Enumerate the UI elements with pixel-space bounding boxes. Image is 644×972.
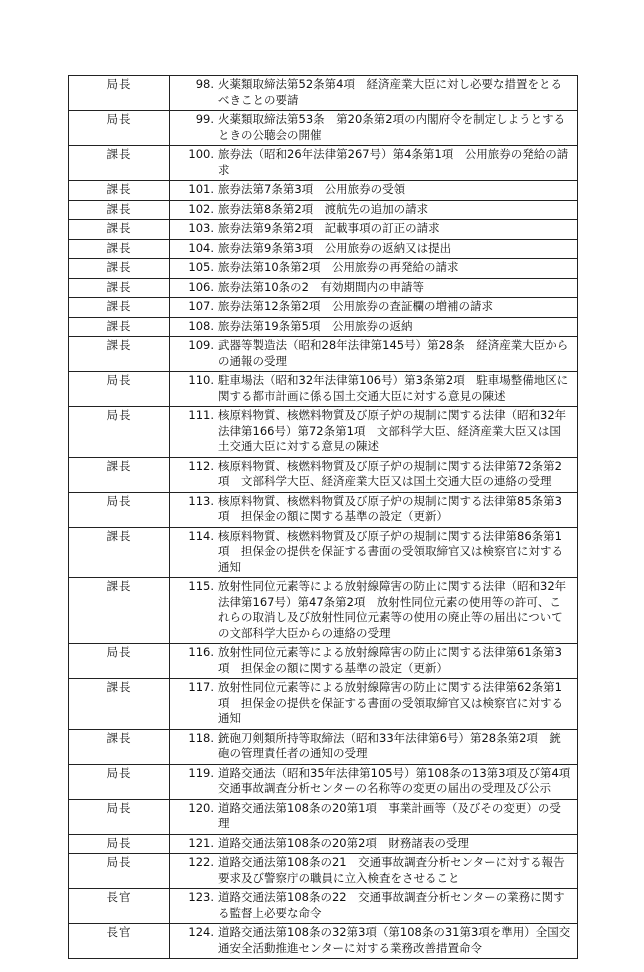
table-row bbox=[69, 527, 578, 578]
item-text: 旅券法第10条第2項 公用旅券の再発給の請求 bbox=[218, 260, 459, 274]
item-text: 旅券法第12条第2項 公用旅券の査証欄の増補の請求 bbox=[218, 299, 493, 313]
description-cell bbox=[170, 679, 578, 730]
item-number: 114. bbox=[188, 528, 214, 543]
item-number: 124. bbox=[188, 925, 214, 939]
role-cell: 局長 bbox=[69, 799, 170, 834]
role-cell: 局長 bbox=[69, 111, 170, 146]
description-cell bbox=[170, 644, 578, 679]
role-cell: 局長 bbox=[69, 76, 170, 111]
table-row bbox=[69, 259, 578, 279]
item-number: 101. bbox=[188, 182, 214, 196]
table-row bbox=[69, 111, 578, 146]
list-item bbox=[176, 202, 571, 218]
description-cell bbox=[170, 372, 578, 407]
item-number: 108. bbox=[188, 318, 214, 333]
item-text: 銃砲刀剣類所持等取締法（昭和33年法律第6号）第28条第2項 銃砲の管理責任者の通知の受理 bbox=[218, 730, 561, 760]
item-number: 109. bbox=[188, 338, 214, 352]
description-cell bbox=[170, 527, 578, 578]
list-item bbox=[176, 373, 571, 404]
table-row bbox=[69, 146, 578, 181]
item-text: 道路交通法第108条の20第2項 財務諸表の受理 bbox=[218, 835, 469, 850]
description-cell bbox=[170, 278, 578, 298]
item-text: 旅券法（昭和26年法律第267号）第4条第1項 公用旅券の発給の請求 bbox=[218, 147, 569, 177]
table-row bbox=[69, 372, 578, 407]
item-text: 旅券法第8条第2項 渡航先の追加の請求 bbox=[218, 201, 429, 216]
role-cell: 課長 bbox=[69, 317, 170, 337]
item-number: 98. bbox=[195, 77, 214, 91]
list-item bbox=[176, 221, 571, 237]
item-text: 核原料物質、核燃料物質及び原子炉の規制に関する法律第72条第2項 文部科学大臣、経済産業大臣又は国土交通大臣の連絡の受理 bbox=[218, 458, 562, 488]
role-cell: 課長 bbox=[69, 220, 170, 240]
role-cell: 長官 bbox=[69, 889, 170, 924]
list-item bbox=[176, 801, 571, 832]
role-cell: 課長 bbox=[69, 278, 170, 298]
list-item bbox=[176, 459, 571, 490]
description-cell bbox=[170, 889, 578, 924]
list-item bbox=[176, 925, 571, 956]
role-cell: 局長 bbox=[69, 764, 170, 799]
list-item bbox=[176, 280, 571, 296]
description-cell bbox=[170, 799, 578, 834]
item-text: 道路交通法第108条の21 交通事故調査分析センターに対する報告要求及び警察庁の職員に立入検査をさせること bbox=[218, 855, 565, 885]
role-cell: 長官 bbox=[69, 924, 170, 959]
description-cell bbox=[170, 298, 578, 318]
list-item bbox=[176, 299, 571, 315]
table-row bbox=[69, 407, 578, 458]
role-cell: 局長 bbox=[69, 834, 170, 854]
list-item bbox=[176, 855, 571, 886]
table-row bbox=[69, 764, 578, 799]
item-text: 放射性同位元素等による放射線障害の防止に関する法律（昭和32年法律第167号）第47条第2項 放射性同位元素の使用等の許可、これらの取消し及び放射性同位元素等の使用の廃止等の届出についての文部科学大臣からの連絡の受理 bbox=[218, 579, 567, 640]
item-text: 旅券法第9条第2項 記載事項の訂正の請求 bbox=[218, 221, 440, 235]
item-text: 道路交通法第108条の32第3項（第108条の31第3項を準用）全国交通安全活動推進センターに対する業務改善措置命令 bbox=[218, 925, 571, 955]
item-number: 123. bbox=[188, 890, 214, 904]
table-row bbox=[69, 644, 578, 679]
table-row bbox=[69, 889, 578, 924]
item-text: 核原料物質、核燃料物質及び原子炉の規制に関する法律第86条第1項 担保金の提供を保証する書面の受領取締官又は検察官に対する通知 bbox=[218, 528, 563, 574]
item-number: 102. bbox=[188, 201, 214, 216]
item-text: 火薬類取締法第52条第4項 経済産業大臣に対し必要な措置をとるべきことの要請 bbox=[218, 77, 562, 107]
list-item bbox=[176, 579, 571, 641]
role-cell: 局長 bbox=[69, 492, 170, 527]
list-item bbox=[176, 112, 571, 143]
description-cell bbox=[170, 111, 578, 146]
description-cell bbox=[170, 337, 578, 372]
role-cell: 課長 bbox=[69, 578, 170, 644]
table-row bbox=[69, 298, 578, 318]
role-cell: 局長 bbox=[69, 372, 170, 407]
item-number: 106. bbox=[188, 279, 214, 294]
description-cell bbox=[170, 200, 578, 220]
list-item bbox=[176, 836, 571, 852]
table-row bbox=[69, 278, 578, 298]
description-cell bbox=[170, 834, 578, 854]
table-row bbox=[69, 200, 578, 220]
description-cell bbox=[170, 146, 578, 181]
item-text: 火薬類取締法第53条 第20条第2項の内閣府令を制定しようとするときの公聴会の開催 bbox=[218, 112, 566, 142]
role-cell: 局長 bbox=[69, 644, 170, 679]
role-cell: 課長 bbox=[69, 457, 170, 492]
role-cell: 課長 bbox=[69, 200, 170, 220]
item-number: 100. bbox=[188, 147, 214, 161]
item-number: 119. bbox=[188, 765, 214, 780]
table-row bbox=[69, 924, 578, 959]
list-item bbox=[176, 408, 571, 455]
description-cell bbox=[170, 764, 582, 799]
item-number: 117. bbox=[188, 680, 214, 694]
role-cell: 課長 bbox=[69, 259, 170, 279]
item-text: 放射性同位元素等による放射線障害の防止に関する法律第62条第1項 担保金の提供を保証する書面の受領取締官又は検察官に対する通知 bbox=[218, 680, 563, 725]
role-cell: 課長 bbox=[69, 298, 170, 318]
item-number: 120. bbox=[188, 800, 214, 815]
list-item bbox=[176, 765, 582, 797]
list-item bbox=[176, 260, 571, 276]
item-text: 核原料物質、核燃料物質及び原子炉の規制に関する法律（昭和32年法律第166号）第72条第1項 文部科学大臣、経済産業大臣又は国土交通大臣に対する意見の陳述 bbox=[218, 408, 567, 453]
description-cell bbox=[170, 220, 578, 240]
list-item bbox=[176, 147, 571, 178]
table-row bbox=[69, 834, 578, 854]
role-cell: 課長 bbox=[69, 239, 170, 259]
delegation-table bbox=[68, 75, 582, 959]
list-item bbox=[176, 529, 571, 576]
item-text: 放射性同位元素等による放射線障害の防止に関する法律第61条第3項 担保金の額に関する基準の設定（更新） bbox=[218, 645, 562, 675]
item-text: 核原料物質、核燃料物質及び原子炉の規制に関する法律第85条第3項 担保金の額に関する基準の設定（更新） bbox=[218, 493, 562, 523]
description-cell bbox=[170, 181, 578, 201]
item-text: 旅券法第19条第5項 公用旅券の返納 bbox=[218, 318, 413, 333]
list-item bbox=[176, 338, 571, 369]
description-cell bbox=[170, 317, 578, 337]
item-number: 107. bbox=[188, 299, 214, 313]
description-cell bbox=[170, 729, 578, 764]
item-text: 道路交通法第108条の22 交通事故調査分析センターの業務に関する監督上必要な命令 bbox=[218, 890, 565, 920]
description-cell bbox=[170, 457, 578, 492]
role-cell: 局長 bbox=[69, 854, 170, 889]
table-row bbox=[69, 317, 578, 337]
role-cell: 課長 bbox=[69, 679, 170, 730]
table-row bbox=[69, 492, 578, 527]
list-item bbox=[176, 890, 571, 921]
role-cell: 課長 bbox=[69, 527, 170, 578]
role-cell: 課長 bbox=[69, 181, 170, 201]
item-number: 110. bbox=[188, 373, 214, 387]
description-cell bbox=[170, 407, 578, 458]
role-cell: 課長 bbox=[69, 729, 170, 764]
description-cell bbox=[170, 854, 578, 889]
list-item bbox=[176, 77, 571, 108]
table-row bbox=[69, 854, 578, 889]
table-row bbox=[69, 679, 578, 730]
table-row bbox=[69, 337, 578, 372]
item-text: 旅券法第10条の2 有効期間内の申請等 bbox=[218, 279, 424, 294]
list-item bbox=[176, 731, 571, 762]
item-number: 118. bbox=[188, 730, 214, 745]
item-number: 99. bbox=[195, 112, 214, 126]
item-text: 道路交通法第108条の20第1項 事業計画等（及びその変更）の受理 bbox=[218, 800, 561, 830]
list-item bbox=[176, 319, 571, 335]
item-number: 122. bbox=[188, 855, 214, 869]
item-text: 旅券法第7条第3項 公用旅券の受領 bbox=[218, 182, 406, 196]
list-item bbox=[176, 645, 571, 676]
item-number: 121. bbox=[188, 835, 214, 850]
role-cell: 局長 bbox=[69, 407, 170, 458]
list-item bbox=[176, 680, 571, 727]
item-number: 115. bbox=[188, 579, 214, 593]
table-row bbox=[69, 729, 578, 764]
list-item bbox=[176, 182, 571, 198]
table-row bbox=[69, 799, 578, 834]
description-cell bbox=[170, 239, 578, 259]
item-number: 112. bbox=[188, 458, 214, 473]
description-cell bbox=[170, 492, 578, 527]
item-number: 103. bbox=[188, 221, 214, 235]
item-number: 116. bbox=[188, 645, 214, 659]
table-row bbox=[69, 181, 578, 201]
table-row bbox=[69, 457, 578, 492]
description-cell bbox=[170, 578, 578, 644]
item-number: 104. bbox=[188, 240, 214, 255]
item-number: 113. bbox=[188, 493, 214, 508]
table-row bbox=[69, 76, 578, 111]
item-number: 105. bbox=[188, 260, 214, 274]
list-item bbox=[176, 241, 571, 257]
item-text: 旅券法第9条第3項 公用旅券の返納又は提出 bbox=[218, 240, 452, 255]
table-row bbox=[69, 220, 578, 240]
table-row bbox=[69, 578, 578, 644]
item-number: 111. bbox=[188, 408, 214, 422]
list-item bbox=[176, 494, 571, 525]
item-text: 道路交通法（昭和35年法律第105号）第108条の13第3項及び第4項 交通事故調査分析センターの名称等の変更の届出の受理及び公示 bbox=[218, 765, 582, 795]
role-cell: 課長 bbox=[69, 146, 170, 181]
item-text: 武器等製造法（昭和28年法律第145号）第28条 経済産業大臣からの通報の受理 bbox=[218, 338, 569, 368]
item-text: 駐車場法（昭和32年法律第106号）第3条第2項 駐車場整備地区に関する都市計画に係る国土交通大臣に対する意見の陳述 bbox=[218, 373, 569, 403]
description-cell bbox=[170, 76, 578, 111]
table-row bbox=[69, 239, 578, 259]
role-cell: 課長 bbox=[69, 337, 170, 372]
description-cell bbox=[170, 259, 578, 279]
description-cell bbox=[170, 924, 578, 959]
